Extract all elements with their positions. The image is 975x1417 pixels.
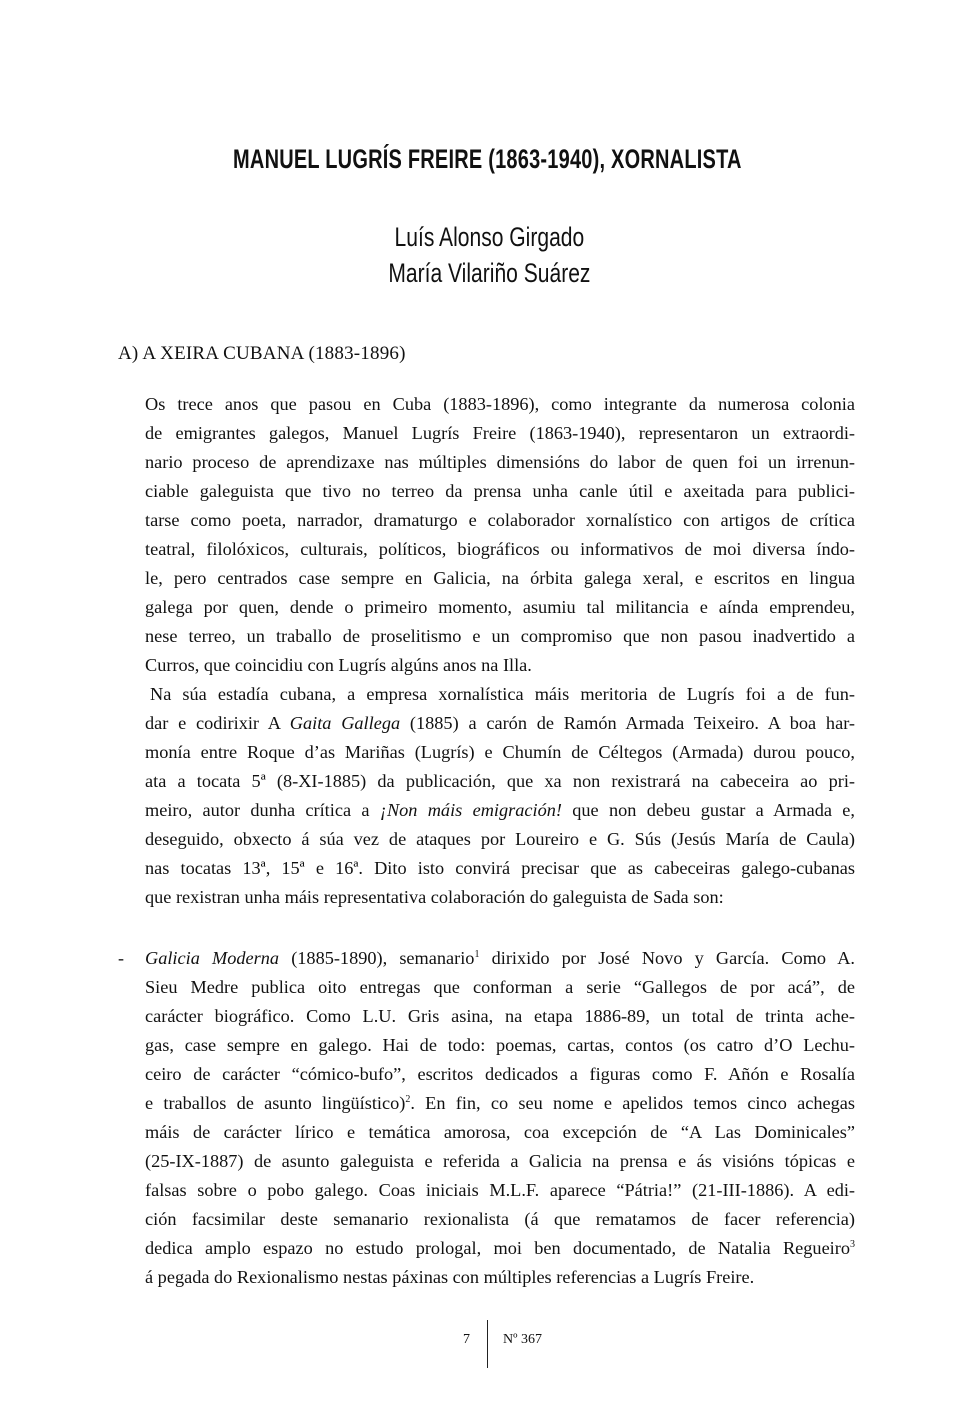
issue-number: Nº 367 <box>503 1332 542 1347</box>
paragraph <box>145 680 855 912</box>
author-name: Luís Alonso Girgado <box>394 222 585 252</box>
text-line <box>145 709 855 738</box>
text-run: de emigrantes galegos, Manuel Lugrís Freire (1863-1940), representaron un extraordi- <box>145 423 855 443</box>
list-item <box>145 944 855 1292</box>
text-run: galega por quen, dende o primeiro momento, asumiu tal militancia e aínda emprendeu, <box>145 597 855 617</box>
text-line <box>145 564 855 593</box>
text-run: máis de carácter lírico e temática amorosa, coa excepción de “A Las Dominicales” <box>145 1122 855 1142</box>
text-run: tarse como poeta, narrador, dramaturgo e colaborador xornalístico con artigos de crítica <box>145 510 855 530</box>
text-line <box>145 1060 855 1089</box>
text-line <box>145 1234 855 1263</box>
text-line <box>145 973 855 1002</box>
text-run: á pegada do Rexionalismo nestas páxinas con múltiples referencias a Lugrís Freire. <box>145 1267 755 1287</box>
text-run: nas tocatas 13ª, 15ª e 16ª. Dito isto convirá precisar que as cabeceiras galego-cubanas <box>145 858 855 878</box>
text-run: Curros, que coincidiu con Lugrís algúns anos na Illa. <box>145 655 532 675</box>
text-run: (1885-1890), semanario <box>279 948 475 968</box>
text-run: nario proceso de aprendizaxe nas múltiples dimensións do labor de quen foi un irrenun- <box>145 452 855 472</box>
footer-divider <box>487 1320 488 1368</box>
text-run: meiro, autor dunha crítica a <box>145 800 380 820</box>
text-line <box>145 448 855 477</box>
text-run: nese terreo, un traballo de proselitismo e un compromiso que non pasou inadvertido a <box>145 626 855 646</box>
text-line <box>145 738 855 767</box>
text-run: ción facsimilar deste semanario rexionalista (á que rematamos de facer referencia) <box>145 1209 855 1229</box>
text-run: ata a tocata 5ª (8-XI-1885) da publicación, que xa non rexistrará na cabeceira ao pri- <box>145 771 855 791</box>
text-line <box>145 1089 855 1118</box>
paragraph <box>145 390 855 680</box>
text-line <box>145 680 855 709</box>
footnote-ref: 3 <box>850 1239 855 1250</box>
text-line <box>145 767 855 796</box>
text-line <box>145 1118 855 1147</box>
text-line <box>145 825 855 854</box>
text-run: (1885) a carón de Ramón Armada Teixeiro. A boa har- <box>400 713 855 733</box>
text-line <box>145 1147 855 1176</box>
section-heading: A) A XEIRA CUBANA (1883-1896) <box>118 343 406 364</box>
text-line <box>145 944 855 973</box>
text-line <box>145 535 855 564</box>
text-run: que rexistran unha máis representativa colaboración do galeguista de Sada son: <box>145 887 724 907</box>
text-line <box>145 1263 855 1292</box>
text-run: e traballos de asunto lingüístico) <box>145 1093 406 1113</box>
text-run: monía entre Roque d’as Mariñas (Lugrís) e Chumín de Céltegos (Armada) durou pouco, <box>145 742 855 762</box>
text-line <box>145 622 855 651</box>
text-line <box>145 477 855 506</box>
author-name: María Vilariño Suárez <box>388 258 591 288</box>
text-run: ceiro de carácter “cómico-bufo”, escritos dedicados a figuras como F. Añón e Rosalía <box>145 1064 855 1084</box>
italic-title: ¡Non máis emigración! <box>379 800 562 820</box>
text-line <box>145 390 855 419</box>
list-bullet: - <box>118 948 124 968</box>
text-run: dar e codirixir A <box>145 713 290 733</box>
footnote-ref: 2 <box>405 1094 411 1105</box>
text-run: falsas sobre o pobo galego. Coas iniciais M.L.F. aparece “Pátria!” (21-III-1886). A edi- <box>145 1180 855 1200</box>
text-run: Na súa estadía cubana, a empresa xornalística máis meritoria de Lugrís foi a de fun- <box>150 684 855 704</box>
text-run: deseguido, obxecto á súa vez de ataques por Loureiro e G. Sús (Jesús María de Caula) <box>145 829 855 849</box>
text-line <box>145 1002 855 1031</box>
text-run: que non debeu gustar a Armada e, <box>561 800 855 820</box>
text-run: Sieu Medre publica oito entregas que conforman a serie “Gallegos de por acá”, de <box>145 977 855 997</box>
text-line <box>145 419 855 448</box>
text-line <box>145 1031 855 1060</box>
text-run: dirixido por José Novo y García. Como A. <box>479 948 855 968</box>
italic-title: Galicia Moderna <box>145 948 280 968</box>
footnote-ref: 1 <box>474 949 480 960</box>
text-run: ciable galeguista que tivo no terreo da prensa unha canle útil e axeitada para publici- <box>145 481 855 501</box>
text-run: Os trece anos que pasou en Cuba (1883-1896), como integrante da numerosa colonia <box>145 394 855 414</box>
text-line <box>145 883 855 912</box>
text-line <box>145 796 855 825</box>
text-run: dedica amplo espazo no estudo prologal, moi ben documentado, de Natalia Regueiro <box>145 1238 850 1258</box>
text-run: carácter biográfico. Como L.U. Gris asina, na etapa 1886-89, un total de trinta ache- <box>145 1006 855 1026</box>
text-line <box>145 506 855 535</box>
article-title: MANUEL LUGRÍS FREIRE (1863-1940), XORNALISTA <box>233 144 742 174</box>
text-line <box>145 1176 855 1205</box>
page-number: 7 <box>463 1332 470 1347</box>
italic-title: Gaita Gallega <box>289 713 401 733</box>
text-line <box>145 651 855 680</box>
text-line <box>145 1205 855 1234</box>
text-line <box>145 854 855 883</box>
text-run: teatral, filolóxicos, culturais, políticos, biográficos ou informativos de moi diversa índo- <box>145 539 855 559</box>
text-run: . En fin, co seu nome e apelidos temos cinco achegas <box>410 1093 856 1113</box>
text-run: gas, case sempre en galego. Hai de todo: poemas, cartas, contos (os catro d’O Lechu- <box>145 1035 855 1055</box>
text-line <box>145 593 855 622</box>
text-run: le, pero centrados case sempre en Galicia, na órbita galega xeral, e escritos en lingua <box>145 568 855 588</box>
text-run: (25-IX-1887) de asunto galeguista e referida a Galicia na prensa e ás visións tópicas e <box>145 1151 855 1171</box>
